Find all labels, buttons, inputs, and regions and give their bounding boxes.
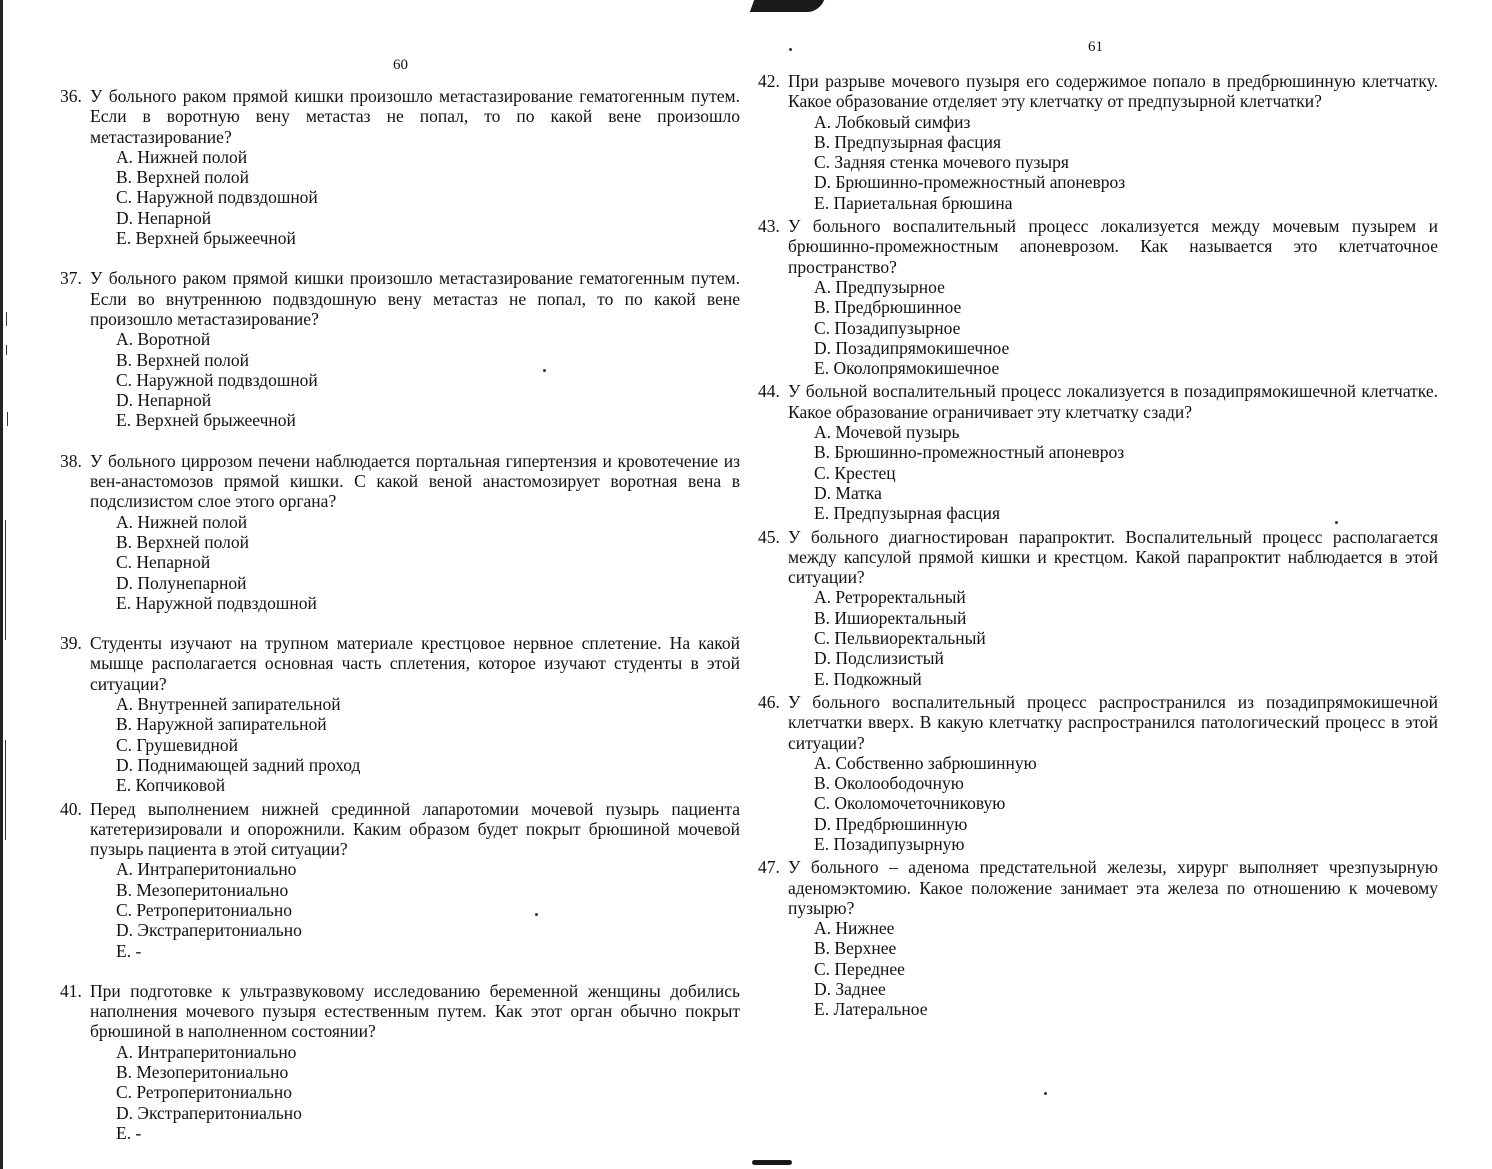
- question-text: У больного циррозом печени наблюдается портальная гипертензия и кровотечение из вен-анастомозов прямой кишки. С какой веной анастомозирует воротная вена в подслизистом слое этого органа?: [90, 450, 740, 512]
- question-list: [60, 86, 740, 1143]
- question-41: [60, 981, 740, 1143]
- answer-option-e: E. -: [116, 940, 142, 961]
- answer-option-d: D. Брюшинно-промежностный апоневроз: [814, 172, 1126, 193]
- answer-option-c: C. Наружной подвздошной: [116, 187, 318, 208]
- answer-option-b: B. Верхней полой: [116, 531, 249, 552]
- answer-option-d: D. Непарной: [116, 390, 212, 411]
- answer-option-b: B. Околоободочную: [814, 773, 964, 794]
- answer-option-d: D. Матка: [814, 482, 882, 503]
- page-number: 61: [1088, 39, 1103, 55]
- answer-options: [116, 512, 740, 613]
- answer-option-b: B. Брюшинно-промежностный апоневроз: [814, 442, 1125, 463]
- answer-option-b: B. Мезоперитониально: [116, 1062, 289, 1083]
- question-text: У больного – аденома предстательной железы, хирург выполняет чрезпузырную аденомэктомию. Какое положение занимает эта железа по отношению к мочевому пузырю?: [788, 857, 1438, 918]
- answer-option-d: D. Поднимающей задний проход: [116, 754, 361, 775]
- answer-options: [814, 277, 1438, 378]
- question-number: 37.: [60, 268, 82, 289]
- answer-option-a: A. Ретроректальный: [814, 587, 966, 608]
- scan-mark: [7, 412, 8, 426]
- answer-options: [814, 112, 1438, 213]
- answer-option-a: A. Мочевой пузырь: [814, 422, 960, 443]
- answer-option-a: A. Воротной: [116, 329, 211, 350]
- scan-smear-bottom: [752, 1160, 792, 1165]
- question-46: [758, 692, 1438, 854]
- answer-option-b: B. Предпузырная фасция: [814, 131, 1001, 152]
- answer-option-d: D. Экстраперитониально: [116, 1102, 302, 1123]
- answer-option-d: D. Заднее: [814, 979, 886, 1000]
- answer-option-c: C. Задняя стенка мочевого пузыря: [814, 152, 1069, 173]
- question-text: При подготовке к ультразвуковому исследованию беременной женщины добились наполнения мочевого пузыря естественным путем. Как этот орган обычно покрыт брюшиной в наполненном состоянии?: [90, 980, 740, 1042]
- answer-option-e: E. Латеральное: [814, 999, 928, 1020]
- answer-option-b: B. Наружной запирательной: [116, 714, 327, 735]
- answer-option-c: C. Наружной подвздошной: [116, 369, 318, 390]
- question-number: 39.: [60, 633, 82, 654]
- question-44: [758, 381, 1438, 523]
- answer-option-a: A. Собственно забрюшинную: [814, 752, 1037, 773]
- question-40: [60, 799, 740, 961]
- answer-option-c: C. Позадипузырное: [814, 317, 961, 338]
- answer-option-e: E. Предпузырная фасция: [814, 503, 1001, 524]
- question-number: 47.: [758, 857, 780, 878]
- scan-mark: [6, 345, 7, 355]
- answer-options: [116, 694, 740, 795]
- question-number: 44.: [758, 381, 780, 402]
- question-text: У больного раком прямой кишки произошло метастазирование гематогенным путем. Если во внутреннюю подвздошную вену метастаз не попал, то по какой вене произошло метастазирование?: [90, 268, 740, 329]
- question-number: 43.: [758, 216, 780, 237]
- answer-option-b: B. Мезоперитониально: [116, 879, 289, 900]
- question-text: Студенты изучают на трупном материале крестцовое нервное сплетение. На какой мышце располагается основная часть сплетения, которое изучают студенты в этой ситуации?: [90, 633, 740, 694]
- answer-option-b: B. Верхнее: [814, 938, 897, 959]
- answer-options: [814, 918, 1438, 1019]
- answer-option-b: B. Ишиоректальный: [814, 607, 967, 628]
- answer-options: [814, 422, 1438, 523]
- answer-option-c: C. Околомочеточниковую: [814, 793, 1006, 814]
- answer-option-d: D. Полунепарной: [116, 572, 247, 593]
- answer-option-a: A. Лобковый симфиз: [814, 111, 971, 132]
- scan-speck: [789, 48, 792, 51]
- question-number: 38.: [60, 450, 82, 471]
- question-number: 41.: [60, 980, 82, 1001]
- question-37: [60, 268, 740, 430]
- scan-mark: [5, 520, 6, 640]
- question-42: [758, 71, 1438, 213]
- answer-options: [116, 147, 740, 248]
- answer-option-c: C. Переднее: [814, 958, 905, 979]
- answer-option-c: C. Пельвиоректальный: [814, 628, 986, 649]
- question-text: При разрыве мочевого пузыря его содержимое попало в предбрюшинную клетчатку. Какое образование отделяет эту клетчатку от предпузырной клетчатки?: [788, 71, 1438, 112]
- answer-option-a: A. Внутренней запирательной: [116, 694, 341, 715]
- answer-option-d: D. Экстраперитониально: [116, 920, 302, 941]
- answer-option-e: E. Копчиковой: [116, 775, 226, 796]
- answer-option-b: B. Верхней полой: [116, 349, 249, 370]
- page-number: 60: [393, 57, 408, 73]
- question-36: [60, 86, 740, 248]
- answer-option-a: A. Интраперитониально: [116, 1041, 297, 1062]
- question-text: У больного воспалительный процесс распространился из позадипрямокишечной клетчатки вверх. В какую клетчатку распространился патологический процесс в этой ситуации?: [788, 691, 1438, 753]
- answer-options: [116, 329, 740, 430]
- scan-edge: [0, 0, 3, 1169]
- answer-option-b: B. Предбрюшинное: [814, 297, 962, 318]
- answer-option-e: E. Околопрямокишечное: [814, 358, 1000, 379]
- question-text: У больного раком прямой кишки произошло метастазирование гематогенным путем. Если в воротную вену метастаз не попал, то по какой вене произошло метастазирование?: [90, 86, 740, 147]
- answer-option-e: E. -: [116, 1122, 142, 1143]
- answer-option-d: D. Непарной: [116, 207, 212, 228]
- question-43: [758, 216, 1438, 378]
- question-45: [758, 527, 1438, 689]
- answer-option-a: A. Нижней полой: [116, 146, 248, 167]
- scan-speck: [1044, 1092, 1047, 1095]
- answer-option-e: E. Подкожный: [814, 668, 922, 689]
- answer-option-c: C. Ретроперитониально: [116, 1082, 292, 1103]
- question-39: [60, 633, 740, 795]
- scan-mark: [5, 740, 6, 840]
- question-47: [758, 857, 1438, 1019]
- answer-option-d: D. Предбрюшинную: [814, 813, 968, 834]
- question-number: 40.: [60, 798, 82, 819]
- answer-option-e: E. Верхней брыжеечной: [116, 228, 296, 249]
- answer-option-a: A. Нижнее: [814, 918, 895, 939]
- answer-option-b: B. Верхней полой: [116, 167, 249, 188]
- answer-options: [814, 587, 1438, 688]
- answer-option-e: E. Наружной подвздошной: [116, 592, 317, 613]
- question-text: У больного воспалительный процесс локализуется между мочевым пузырем и брюшинно-промежностным апоневрозом. Как называется это клетчаточное пространство?: [788, 216, 1438, 277]
- answer-option-d: D. Позадипрямокишечное: [814, 337, 1010, 358]
- question-number: 45.: [758, 526, 780, 547]
- answer-options: [814, 753, 1438, 854]
- question-text: У больной воспалительный процесс локализуется в позадипрямокишечной клетчатке. Какое образование ограничивает эту клетчатку сзади?: [788, 381, 1438, 422]
- question-number: 46.: [758, 691, 780, 712]
- question-number: 36.: [60, 86, 82, 106]
- answer-options: [116, 859, 740, 960]
- answer-option-a: A. Интраперитониально: [116, 859, 297, 880]
- answer-options: [116, 1042, 740, 1143]
- answer-option-e: E. Позадипузырную: [814, 833, 965, 854]
- answer-option-d: D. Подслизистый: [814, 648, 944, 669]
- question-number: 42.: [758, 71, 780, 91]
- answer-option-e: E. Париетальная брюшина: [814, 192, 1013, 213]
- scan-smear-top: [750, 0, 824, 12]
- question-text: Перед выполнением нижней срединной лапаротомии мочевой пузырь пациента катетеризировали и опорожнили. Каким образом будет покрыт брюшиной мочевой пузырь пациента в этой ситуации?: [90, 798, 740, 860]
- scan-mark: [6, 312, 7, 326]
- answer-option-e: E. Верхней брыжеечной: [116, 410, 296, 431]
- answer-option-c: C. Грушевидной: [116, 734, 238, 755]
- question-list: [758, 71, 1438, 1020]
- answer-option-c: C. Ретроперитониально: [116, 899, 292, 920]
- answer-option-c: C. Крестец: [814, 462, 896, 483]
- question-38: [60, 451, 740, 613]
- answer-option-a: A. Предпузырное: [814, 276, 945, 297]
- question-text: У больного диагностирован парапроктит. Воспалительный процесс располагается между капсулой прямой кишки и крестцом. Какой парапроктит наблюдается в этой ситуации?: [788, 526, 1438, 588]
- answer-option-a: A. Нижней полой: [116, 511, 248, 532]
- answer-option-c: C. Непарной: [116, 552, 211, 573]
